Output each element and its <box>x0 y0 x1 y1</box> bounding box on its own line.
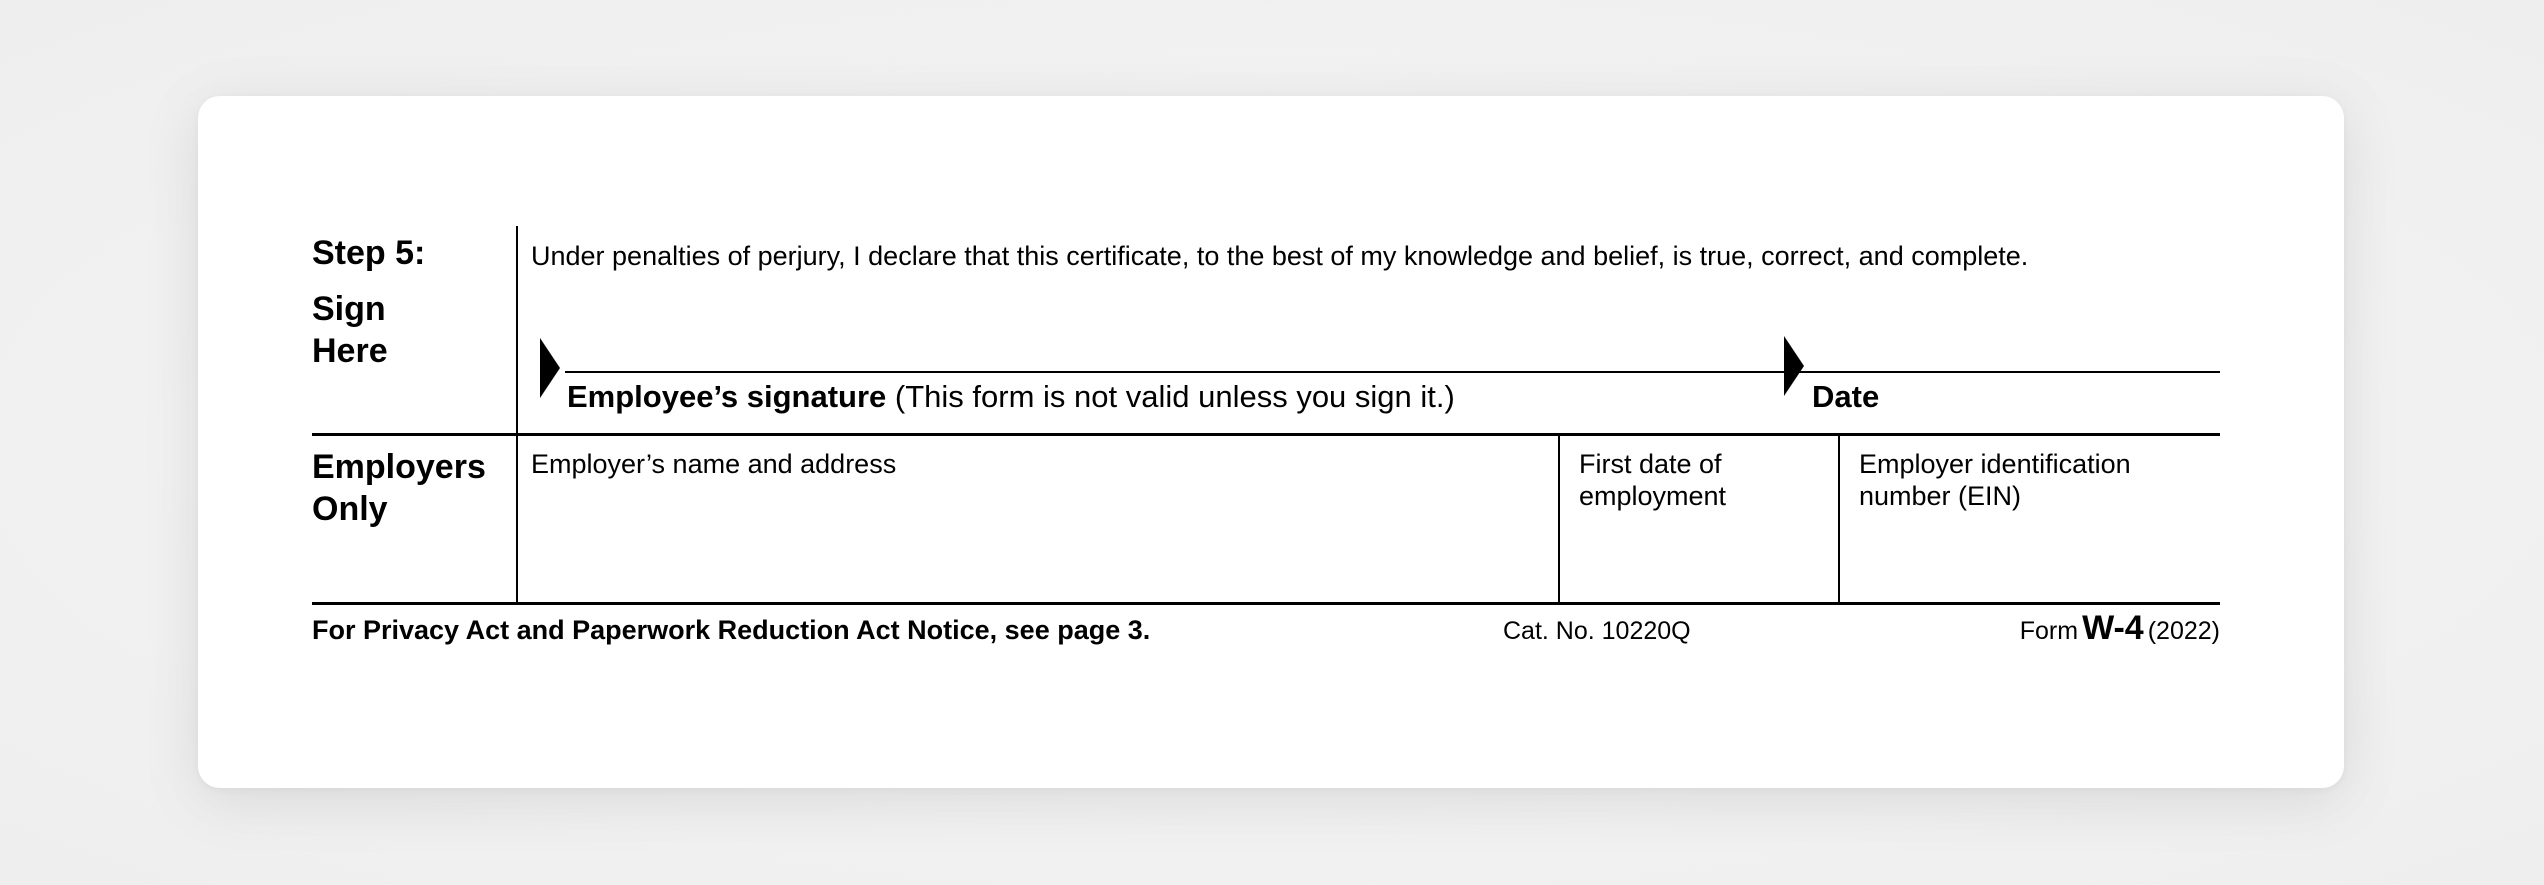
signature-arrow-icon <box>540 338 560 398</box>
form-year: (2022) <box>2147 617 2220 645</box>
employers-title-line2: Only <box>312 490 388 528</box>
signature-label: Employee’s signature <box>567 379 887 414</box>
privacy-notice: For Privacy Act and Paperwork Reduction Act Notice, see page 3. <box>312 615 1151 645</box>
form-prefix: Form <box>2019 617 2079 645</box>
step5-label <box>312 226 516 434</box>
bottom-rule <box>312 602 2220 605</box>
column-divider-1 <box>1558 435 1560 604</box>
first-date-employment-field[interactable]: First date of employment <box>1579 449 1727 511</box>
w4-form-section <box>312 226 2220 666</box>
section-divider <box>312 433 2220 436</box>
date-field[interactable] <box>1812 371 2220 373</box>
signature-note: (This form is not valid unless you sign it.) <box>886 379 1455 414</box>
date-label: Date <box>1812 379 1880 414</box>
employer-name-address-field[interactable]: Employer’s name and address <box>531 449 897 479</box>
employers-title-line1: Employers <box>312 448 486 486</box>
date-arrow-icon <box>1784 336 1804 396</box>
signature-caption <box>567 378 1455 415</box>
employer-ein-field[interactable]: Employer identification number (EIN) <box>1859 449 2131 511</box>
step-title <box>312 288 512 372</box>
step-title-line1: Sign <box>312 290 386 328</box>
column-divider-2 <box>1838 435 1840 604</box>
step-title-line2: Here <box>312 332 388 370</box>
catalog-number: Cat. No. 10220Q <box>1503 617 1691 645</box>
employers-only-title <box>312 446 512 530</box>
left-divider <box>516 226 518 604</box>
perjury-statement: Under penalties of perjury, I declare that this certificate, to the best of my knowledge and belief, is true, correct, and complete. <box>531 241 2029 271</box>
form-name: W-4 <box>2082 609 2144 647</box>
form-identifier <box>2020 608 2220 649</box>
step-number: Step 5: <box>312 234 426 272</box>
